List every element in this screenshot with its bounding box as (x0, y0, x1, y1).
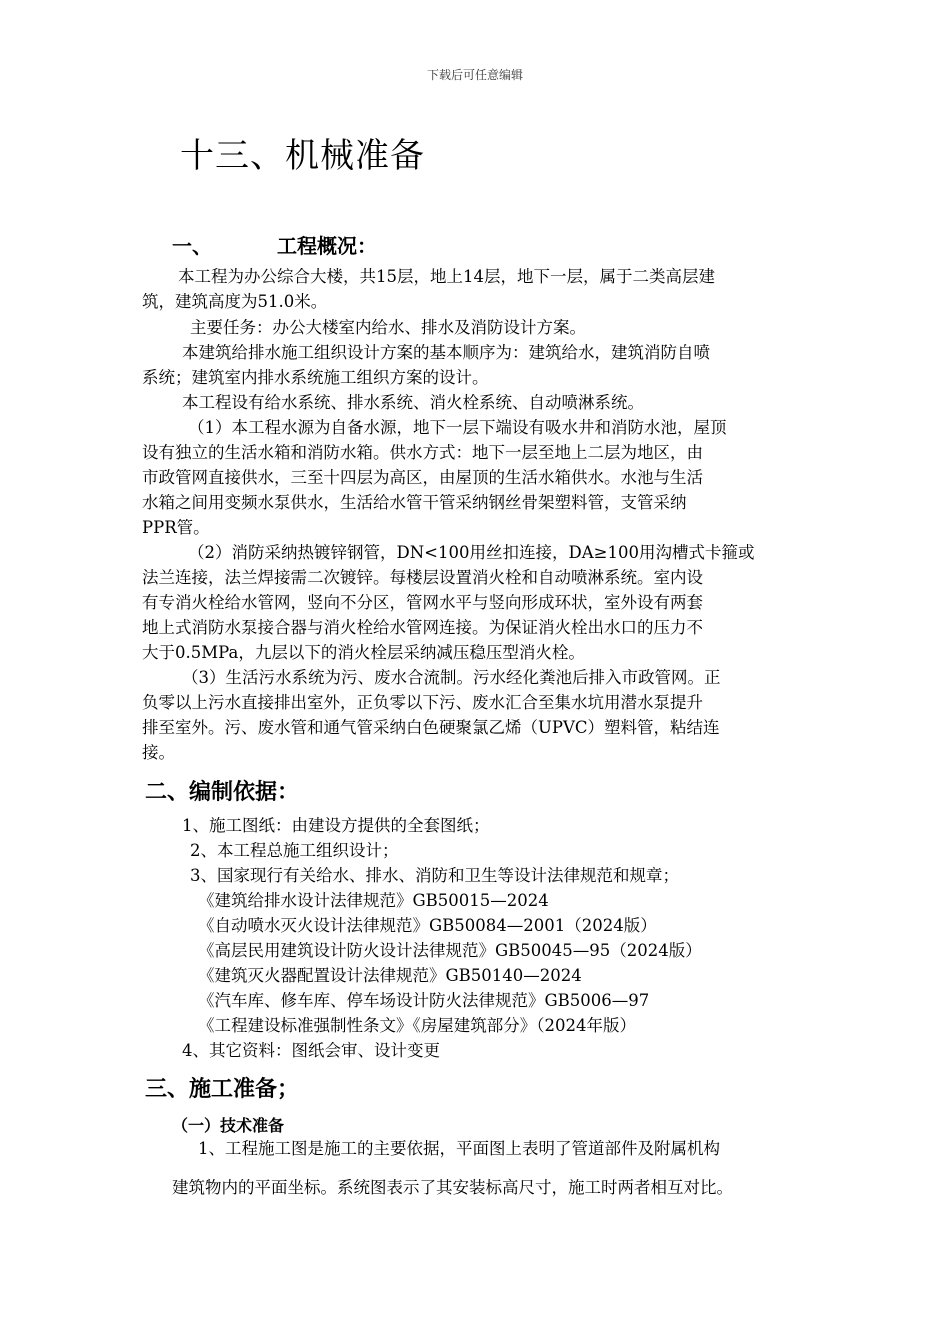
paragraph-line: 主要任务：办公大楼室内给水、排水及消防设计方案。 (190, 318, 586, 337)
paragraph-line: 大于0.5MPa，九层以下的消火栓层采纳减压稳压型消火栓。 (142, 643, 585, 662)
paragraph-line: 本工程设有给水系统、排水系统、消火栓系统、自动喷淋系统。 (182, 393, 644, 412)
paragraph-line: 负零以上污水直接排出室外，正负零以下污、废水汇合至集水坑用潜水泵提升 (142, 693, 703, 712)
paragraph-line: 本建筑给排水施工组织设计方案的基本顺序为：建筑给水，建筑消防自喷 (182, 343, 710, 362)
page-title: 十三、机械准备 (180, 136, 425, 176)
paragraph-line: （1）本工程水源为自备水源，地下一层下端设有吸水井和消防水池，屋顶 (188, 418, 727, 437)
paragraph-line: （3）生活污水系统为污、废水合流制。污水经化粪池后排入市政管网。正 (182, 668, 721, 687)
list-item: 《自动喷水灭火设计法律规范》GB50084—2001（2024版） (198, 916, 657, 935)
paragraph-line: 筑，建筑高度为51.0米。 (142, 292, 328, 311)
paragraph-line: 系统；建筑室内排水系统施工组织方案的设计。 (142, 368, 489, 387)
paragraph-line: 排至室外。污、废水管和通气管采纳白色硬聚氯乙烯（UPVC）塑料管，粘结连 (142, 718, 720, 737)
paragraph-line: 水箱之间用变频水泵供水，生活给水管干管采纳钢丝骨架塑料管，支管采纳 (142, 493, 687, 512)
section1-heading: 工程概况： (277, 234, 377, 258)
paragraph-line: 设有独立的生活水箱和消防水箱。供水方式：地下一层至地上二层为地区，由 (142, 443, 703, 462)
paragraph-line: 接。 (142, 743, 175, 762)
paragraph-line: 1、工程施工图是施工的主要依据，平面图上表明了管道部件及附属机构 (198, 1139, 720, 1158)
paragraph-line: 地上式消防水泵接合器与消火栓给水管网连接。为保证消火栓出水口的压力不 (142, 618, 703, 637)
list-item: 《汽车库、修车库、停车场设计防火法律规范》GB5006—97 (198, 991, 650, 1010)
list-item: 2、本工程总施工组织设计； (190, 841, 399, 860)
paragraph-line: （2）消防采纳热镀锌钢管，DN<100用丝扣连接，DA≥100用沟槽式卡箍或 (188, 543, 755, 562)
paragraph-line: 建筑物内的平面坐标。系统图表示了其安装标高尺寸，施工时两者相互对比。 (172, 1178, 733, 1197)
paragraph-line: PPR管。 (142, 518, 210, 537)
list-item: 1、施工图纸：由建设方提供的全套图纸； (182, 816, 490, 835)
section3-heading: 三、施工准备； (145, 1077, 300, 1102)
paragraph-line: 法兰连接，法兰焊接需二次镀锌。每楼层设置消火栓和自动喷淋系统。室内设 (142, 568, 703, 587)
list-item: 《建筑灭火器配置设计法律规范》GB50140—2024 (198, 966, 582, 985)
section2-heading: 二、编制依据： (145, 780, 300, 805)
list-item: 《工程建设标准强制性条文》《房屋建筑部分》（2024年版） (198, 1016, 636, 1035)
paragraph-line: 本工程为办公综合大楼，共15层，地上14层，地下一层，属于二类高层建 (178, 267, 715, 286)
list-item: 3、国家现行有关给水、排水、消防和卫生等设计法律规范和规章； (190, 866, 679, 885)
paragraph-line: 市政管网直接供水，三至十四层为高区，由屋顶的生活水箱供水。水池与生活 (142, 468, 703, 487)
list-item: 《建筑给排水设计法律规范》GB50015—2024 (198, 891, 549, 910)
list-item: 《高层民用建筑设计防火设计法律规范》GB50045—95（2024版） (198, 941, 702, 960)
paragraph-line: 有专消火栓给水管网，竖向不分区，管网水平与竖向形成环状，室外设有两套 (142, 593, 703, 612)
page-header: 下载后可任意编辑 (426, 68, 523, 82)
list-item: 4、其它资料：图纸会审、设计变更 (182, 1041, 440, 1060)
section3-subheading: （一）技术准备 (172, 1116, 285, 1135)
section1-number: 一、 (172, 234, 212, 258)
